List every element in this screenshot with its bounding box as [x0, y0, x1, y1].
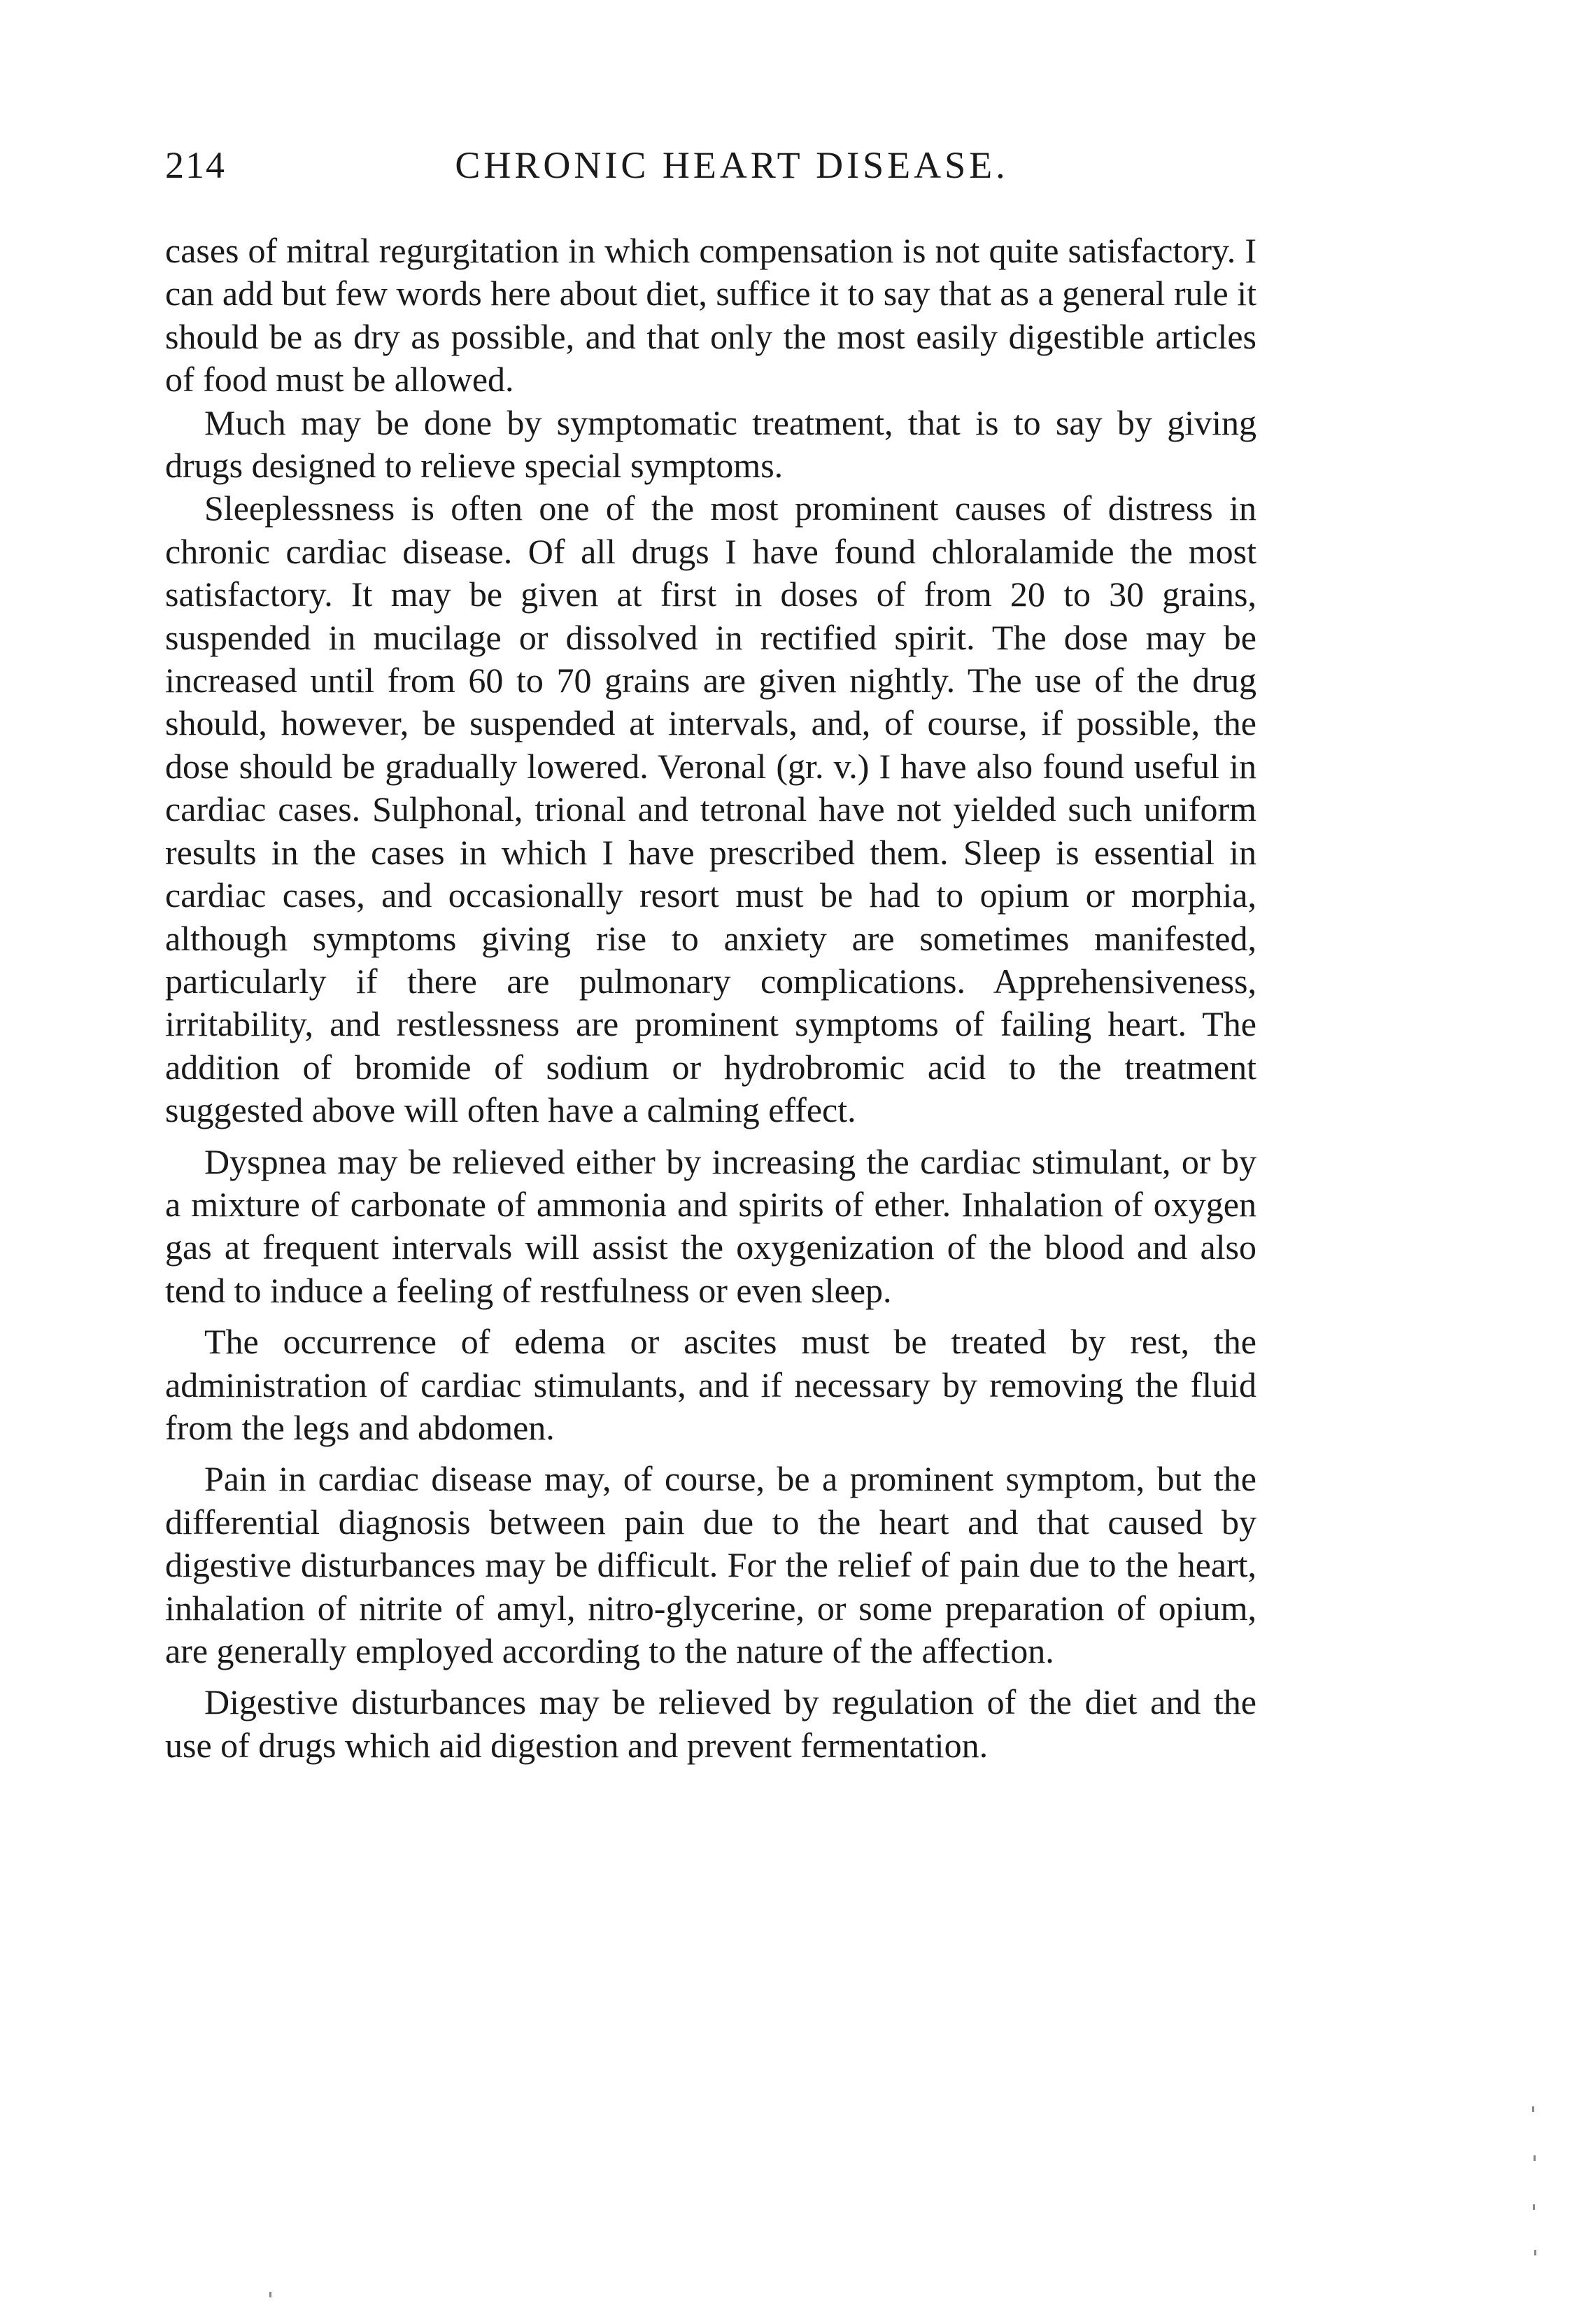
page-number: 214 — [165, 144, 226, 186]
paragraph-digestive: Digestive disturbances may be relieved by regulation of the diet and the use of drugs which aid digestion and prevent fermentation. — [165, 1682, 1256, 1765]
paragraph-continuation: cases of mitral regurgitation in which compensation is not quite satisfactory. I can add but few words here about diet, suffice it to say that as a general rule it should be as dry as possible, and that only the most easily digestible articles of food must be allowed. — [165, 231, 1256, 400]
scan-speck — [1534, 2250, 1536, 2255]
paragraph-edema: The occurrence of edema or ascites must be treated by rest, the administration of cardiac stimulants, and if necessary by removing the fluid from the legs and abdomen. — [165, 1322, 1256, 1447]
paragraph-symptomatic-treatment: Much may be done by symptomatic treatment, that is to say by giving drugs designed to relieve special symptoms. — [165, 402, 1256, 486]
page-header — [165, 143, 1256, 199]
scan-speck — [1534, 2155, 1536, 2161]
scan-speck — [1533, 2204, 1535, 2210]
scan-speck — [1532, 2106, 1534, 2112]
paragraph-dyspnea: Dyspnea may be relieved either by increasing the cardiac stimulant, or by a mixture of carbonate of ammonia and spirits of ether. Inhalation of oxygen gas at frequent intervals will assist the oxygenization of the blood and also tend to induce a feeling of restfulness or even sleep. — [165, 1141, 1256, 1310]
body-text — [165, 230, 1256, 1767]
running-head: CHRONIC HEART DISEASE. — [455, 144, 1009, 186]
scan-speck — [269, 2292, 271, 2297]
paragraph-pain: Pain in cardiac disease may, of course, be a prominent symptom, but the differential diagnosis between pain due to the heart and that caused by digestive disturbances may be difficult. For the relief of pain due to the heart, inhalation of nitrite of amyl, nitro-glycerine, or some preparation of opium, are generally employed according to the nature of the affection. — [165, 1459, 1256, 1670]
paragraph-sleeplessness: Sleeplessness is often one of the most prominent causes of distress in chronic cardiac disease. Of all drugs I have found chloralamide the most satisfactory. It may be given at first in doses of from 20 to 30 grains, suspended in mucilage or dissolved in rectified spirit. The dose may be increased until from 60 to 70 grains are given nightly. The use of the drug should, however, be suspended at intervals, and, of course, if possible, the dose should be gradually lowered. Veronal (gr. v.) I have also found useful in cardiac cases. Sulphonal, trional and tetronal have not yielded such uniform results in the cases in which I have prescribed them. Sleep is essential in cardiac cases, and occasionally resort must be had to opium or morphia, although symptoms giving rise to anxiety are sometimes manifested, particularly if there are pulmonary complications. Apprehensiveness, irritability, and restlessness are prominent symptoms of failing heart. The addition of bromide of sodium or hydrobromic acid to the treatment suggested above will often have a calming effect. — [165, 488, 1256, 1130]
